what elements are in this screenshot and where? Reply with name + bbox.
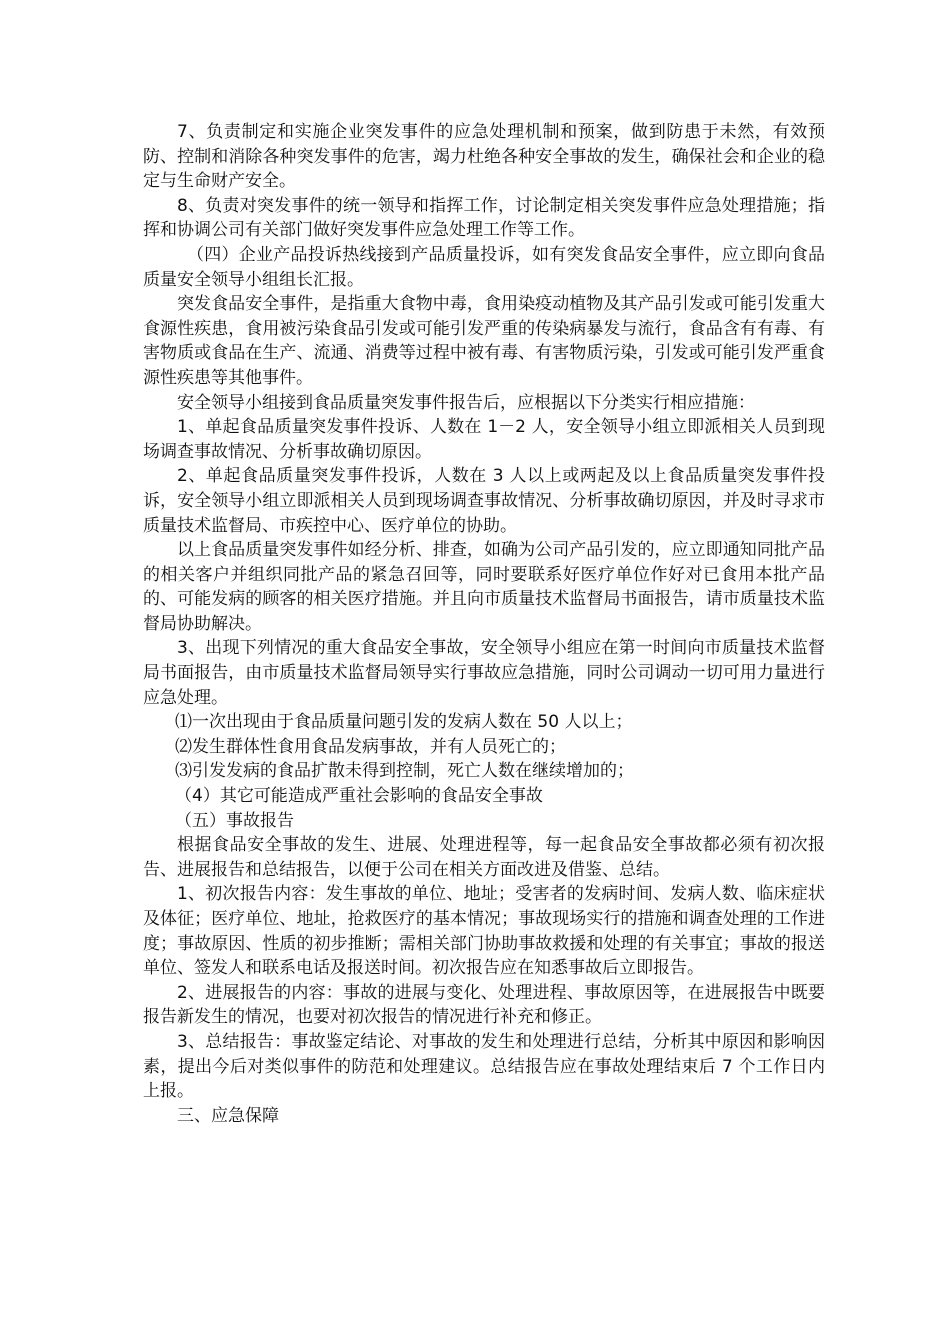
paragraph-item-7: 7、负责制定和实施企业突发事件的应急处理机制和预案，做到防患于未然，有效预防、控制和消除各种突发事件的危害，竭力杜绝各种安全事故的发生，确保社会和企业的稳定与生命财产安全。: [143, 122, 825, 192]
list-item-condition-4: （4）其它可能造成严重社会影响的食品安全事故: [175, 786, 543, 807]
paragraph-progress-report: 2、进展报告的内容：事故的进展与变化、处理进程、事故原因等，在进展报告中既要报告新发生的情况，也要对初次报告的情况进行补充和修正。: [143, 982, 825, 1028]
paragraph-definition: 突发食品安全事件，是指重大食物中毒，食用染疫动植物及其产品引发或可能引发重大食源性疾患，食用被污染食品引发或可能引发严重的传染病暴发与流行，食品含有有毒、有害物质或食品在生产、流通、消费等过程中被有毒、有害物质污染，引发或可能引发严重食源性疾患等其他事件。: [143, 294, 825, 388]
section-4-heading-paragraph: （四）企业产品投诉热线接到产品质量投诉，如有突发食品安全事件，应立即向食品质量安全领导小组组长汇报。: [143, 244, 825, 290]
list-item-condition-3: ⑶引发发病的食品扩散未得到控制，死亡人数在继续增加的；: [175, 761, 634, 782]
list-item-condition-1: ⑴一次出现由于食品质量问题引发的发病人数在 50 人以上；: [175, 712, 633, 733]
paragraph-item-8: 8、负责对突发事件的统一领导和指挥工作，讨论制定相关突发事件应急处理措施；指挥和协调公司有关部门做好突发事件应急处理工作等工作。: [143, 195, 825, 241]
paragraph-initial-report: 1、初次报告内容：发生事故的单位、地址；受害者的发病时间、发病人数、临床症状及体征；医疗单位、地址，抢救医疗的基本情况；事故现场实行的措施和调查处理的工作进度；事故原因、性质的初步推断；需相关部门协助事故救援和处理的有关事宜；事故的报送单位、签发人和联系电话及报送时间。初次报告应在知悉事故后立即报告。: [143, 884, 825, 979]
paragraph-recall: 以上食品质量突发事件如经分析、排查，如确为公司产品引发的，应立即通知同批产品的相关客户并组织同批产品的紧急召回等，同时要联系好医疗单位作好对已食用本批产品的、可能发病的顾客的相关医疗措施。并且向市质量技术监督局书面报告，请市质量技术监督局协助解决。: [143, 540, 825, 634]
paragraph-case-2: 2、单起食品质量突发事件投诉，人数在 3 人以上或两起及以上食品质量突发事件投诉，安全领导小组立即派相关人员到现场调查事故情况、分析事故确切原因，并及时寻求市质量技术监督局、市疾控中心、医疗单位的协助。: [143, 466, 825, 536]
paragraph-case-3: 3、出现下列情况的重大食品安全事故，安全领导小组应在第一时间向市质量技术监督局书面报告，由市质量技术监督局领导实行事故应急措施，同时公司调动一切可用力量进行应急处理。: [143, 638, 825, 708]
paragraph-case-1: 1、单起食品质量突发事件投诉、人数在 1－2 人，安全领导小组立即派相关人员到现场调查事故情况、分析事故确切原因。: [143, 417, 825, 462]
section-5-heading: （五）事故报告: [175, 810, 294, 831]
document-body: [143, 120, 825, 1128]
section-3-heading: 三、应急保障: [177, 1105, 279, 1126]
paragraph-summary-report: 3、总结报告：事故鉴定结论、对事故的发生和处理进行总结，分析其中原因和影响因素，提出今后对类似事件的防范和处理建议。总结报告应在事故处理结束后 7 个工作日内上报。: [143, 1031, 825, 1102]
paragraph-classification-intro: 安全领导小组接到食品质量突发事件报告后，应根据以下分类实行相应措施：: [177, 392, 755, 413]
paragraph-report-intro: 根据食品安全事故的发生、进展、处理进程等，每一起食品安全事故都必须有初次报告、进展报告和总结报告，以便于公司在相关方面改进及借鉴、总结。: [143, 835, 825, 880]
list-item-condition-2: ⑵发生群体性食用食品发病事故，并有人员死亡的；: [175, 736, 566, 757]
